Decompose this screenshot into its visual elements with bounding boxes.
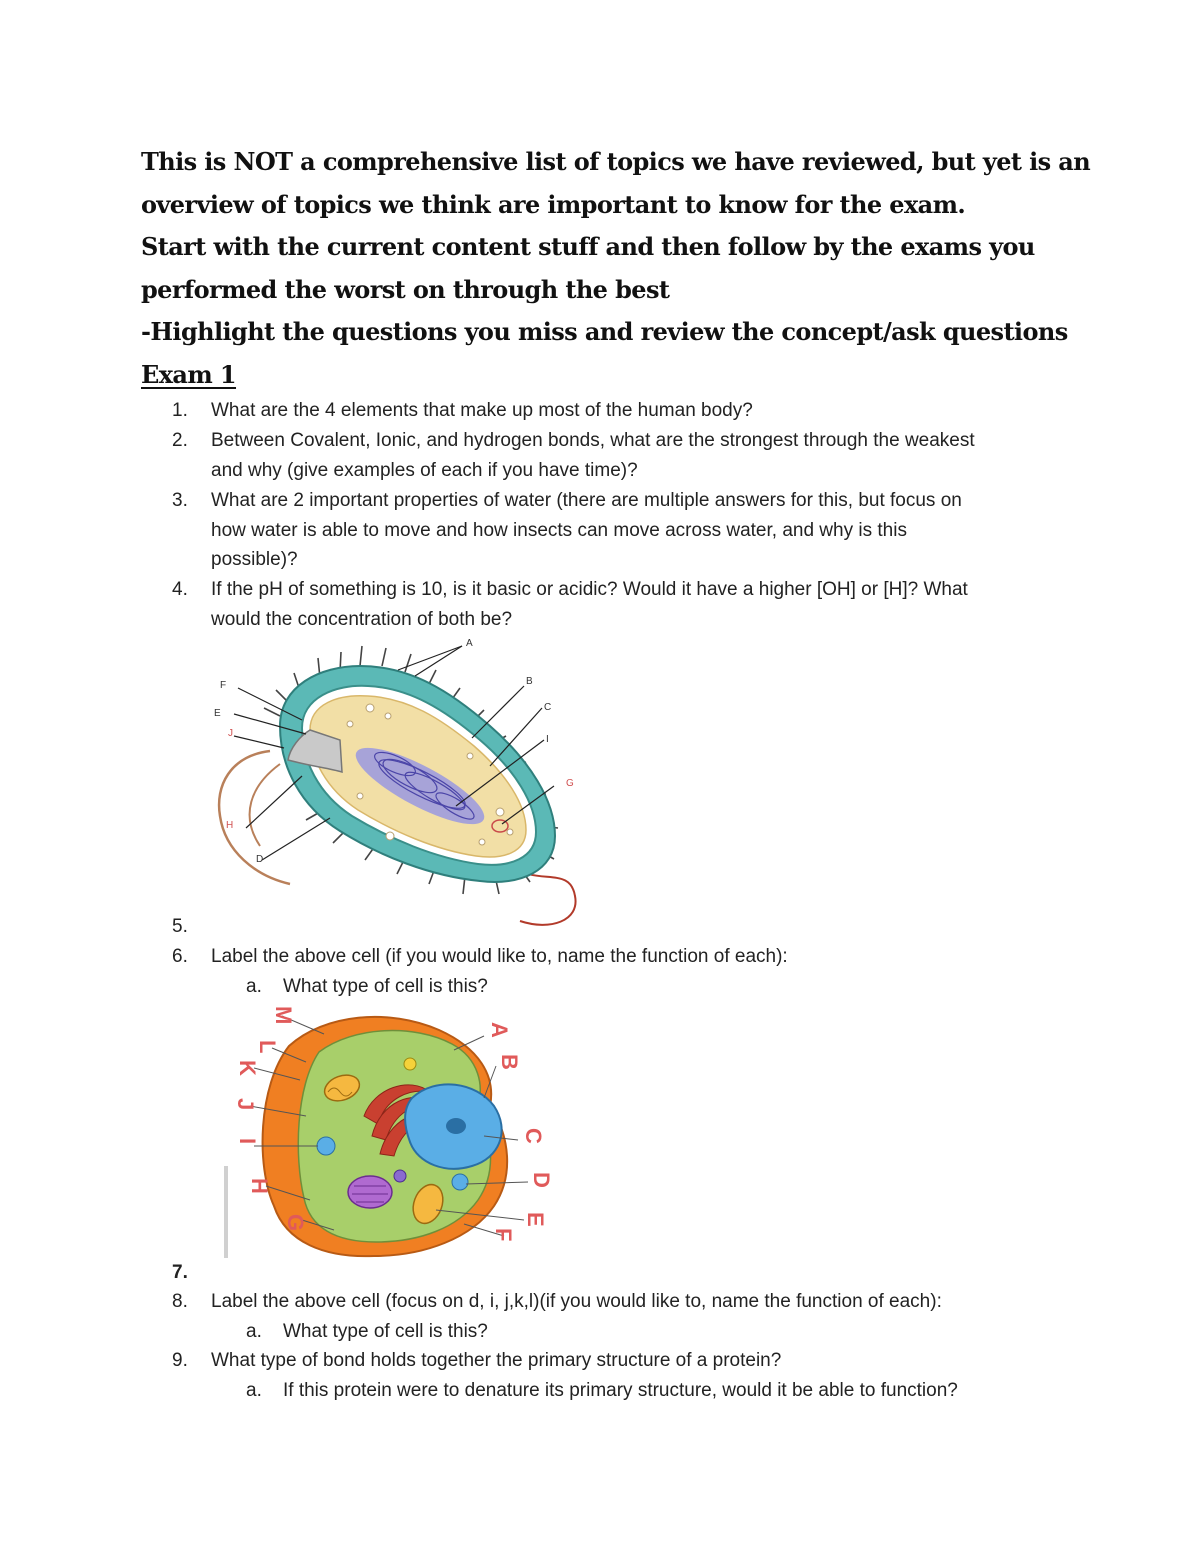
- question-text: how water is able to move and how insects can move across water, and why is this: [211, 519, 907, 541]
- figure-label: E: [214, 708, 221, 719]
- figure-label: M: [271, 1006, 296, 1025]
- intro-line: overview of topics we think are important to know for the exam.: [141, 189, 966, 219]
- intro-line: This is NOT a comprehensive list of topics we have reviewed, but yet is an: [141, 147, 1091, 176]
- subquestion-letter: a.: [246, 1320, 262, 1342]
- intro-block: [141, 141, 1101, 396]
- question-text: would the concentration of both be?: [211, 608, 513, 630]
- figure-label: A: [466, 638, 473, 649]
- eukaryotic-cell-diagram: [214, 1006, 556, 1268]
- question-text: If the pH of something is 10, is it basic or acidic? Would it have a higher [OH] or [H]? What: [211, 579, 968, 600]
- question-number: 7.: [172, 1262, 188, 1283]
- figure-label: I: [546, 734, 549, 745]
- figure-label: B: [497, 1054, 522, 1070]
- question-text: Between Covalent, Ionic, and hydrogen bonds, what are the strongest through the weakest: [211, 430, 975, 451]
- subquestion-text: What type of cell is this?: [283, 975, 488, 997]
- figure-label: H: [226, 820, 234, 831]
- figure-label: D: [256, 854, 264, 865]
- subquestion-letter: a.: [246, 1379, 262, 1401]
- figure-label: H: [247, 1178, 272, 1194]
- figure-label: J: [228, 728, 233, 739]
- figure-label: L: [255, 1040, 280, 1054]
- question-number: 4.: [172, 579, 188, 600]
- question-text: Label the above cell (if you would like to, name the function of each):: [211, 946, 788, 967]
- figure-label: G: [283, 1214, 308, 1232]
- exam-heading: Exam 1: [141, 359, 237, 389]
- question-text: What are the 4 elements that make up most of the human body?: [211, 400, 753, 421]
- question-number: 1.: [172, 400, 188, 421]
- question-number: 6.: [172, 946, 188, 967]
- question-text: possible)?: [211, 549, 298, 570]
- intro-line: performed the worst on through the best: [141, 274, 670, 304]
- intro-line: -Highlight the questions you miss and review the concept/ask questions: [141, 317, 1068, 346]
- figure-label: E: [523, 1212, 548, 1227]
- question-8: [0, 1287, 1200, 1347]
- prokaryotic-cell-diagram: [210, 636, 596, 936]
- figure-label: C: [521, 1128, 546, 1144]
- figure-label: I: [235, 1138, 260, 1145]
- subquestion-text: What type of cell is this?: [283, 1320, 488, 1342]
- intro-line: Start with the current content stuff and then follow by the exams you: [141, 232, 1035, 261]
- figure-label: F: [220, 680, 227, 691]
- subquestion-letter: a.: [246, 975, 262, 997]
- question-9: [0, 1346, 1200, 1406]
- question-number: 8.: [172, 1291, 188, 1312]
- subquestion-text: If this protein were to denature its primary structure, would it be able to function?: [283, 1379, 958, 1401]
- figure-label: F: [491, 1228, 516, 1242]
- question-number: 9.: [172, 1350, 188, 1371]
- question-text: Label the above cell (focus on d, i, j,k,l)(if you would like to, name the function of each):: [211, 1291, 942, 1312]
- question-number: 5.: [172, 916, 188, 937]
- figure-label: C: [544, 702, 552, 713]
- question-text: What type of bond holds together the primary structure of a protein?: [211, 1350, 782, 1371]
- figure-label: J: [233, 1098, 258, 1111]
- figure-label: D: [529, 1172, 554, 1188]
- figure-label: K: [235, 1060, 260, 1076]
- question-number: 3.: [172, 490, 188, 511]
- figure-label: B: [526, 676, 533, 687]
- question-text: and why (give examples of each if you have time)?: [211, 459, 638, 481]
- figure-label: G: [566, 778, 574, 789]
- question-6: [0, 942, 1200, 1002]
- question-number: 2.: [172, 430, 188, 451]
- question-text: What are 2 important properties of water (there are multiple answers for this, but focus on: [211, 490, 962, 511]
- figure-label: A: [487, 1022, 512, 1038]
